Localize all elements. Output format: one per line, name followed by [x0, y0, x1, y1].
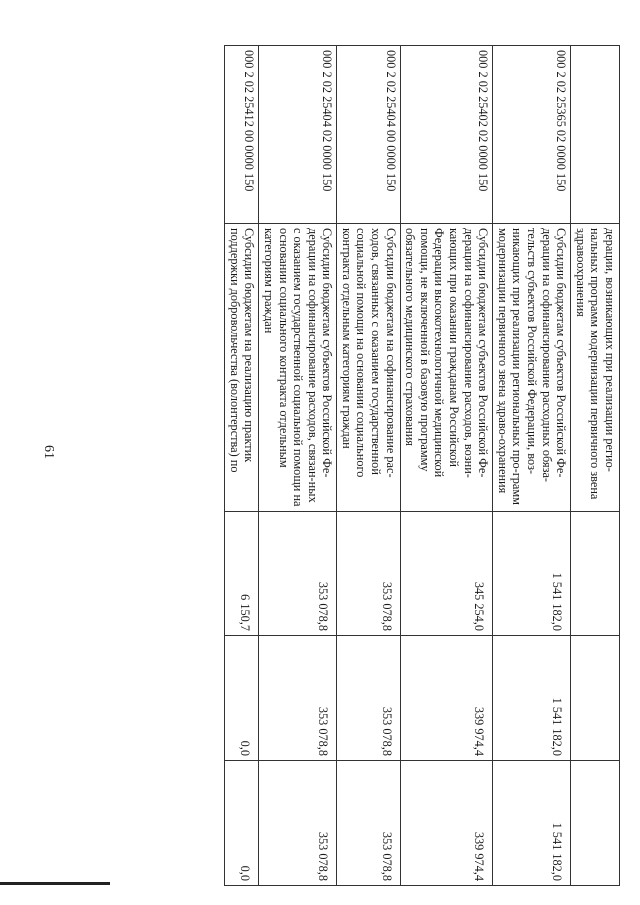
table-row [259, 46, 337, 886]
table-row [493, 46, 571, 886]
row-name: Субсидии бюджетам на реализацию практик поддержки добровольчества (волонтерства) по [225, 224, 259, 512]
row-value-3 [571, 761, 620, 886]
row-value-1: 1 541 182,0 [493, 512, 571, 636]
table-row [571, 46, 620, 886]
row-code: 000 2 02 25365 02 0000 150 [493, 46, 571, 224]
table-row [400, 46, 493, 886]
row-code: 000 2 02 25404 02 0000 150 [259, 46, 337, 224]
row-name: Субсидии бюджетам субъектов Российской Фе-дерации на софинансирование расходных обяза-тельств субъектов Российской Федерации, воз-никающих при реализации региональных про-грамм модернизации первичного звена здраво-охранения [493, 224, 571, 512]
budget-table [224, 45, 620, 886]
row-value-1: 353 078,8 [337, 512, 400, 636]
row-code: 000 2 02 25404 00 0000 150 [337, 46, 400, 224]
row-value-2 [571, 636, 620, 761]
row-code [571, 46, 620, 224]
table-row [337, 46, 400, 886]
row-code: 000 2 02 25402 02 0000 150 [400, 46, 493, 224]
row-value-3: 1 541 182,0 [493, 761, 571, 886]
row-value-3: 0,0 [225, 761, 259, 886]
row-name: дерации, возникающих при реализации регио-нальных программ модернизации первичного звена здравоохранения [571, 224, 620, 512]
row-name: Субсидии бюджетам субъектов Российской Фе-дерации на софинансирование расходов, связан-ных с оказанием государственной социальной помощи на основании социального контракта отдельным категориям граждан [259, 224, 337, 512]
row-name: Субсидии бюджетам субъектов Российской Фе-дерации на софинансирование расходов, возни-кающих при оказании гражданам Российской Федерации высокотехнологичной медицинской помощи, не включенной в базовую программу обязательного медицинского страхования [400, 224, 493, 512]
row-value-1: 345 254,0 [400, 512, 493, 636]
page-number: 61 [41, 445, 56, 459]
row-value-1: 353 078,8 [259, 512, 337, 636]
scan-edge-mark [0, 882, 110, 885]
row-name: Субсидии бюджетам на софинансирование рас-ходов, связанных с оказанием государственной социальной помощи на основании социального контракта отдельным категориям граждан [337, 224, 400, 512]
row-value-1: 6 150,7 [225, 512, 259, 636]
row-value-2: 1 541 182,0 [493, 636, 571, 761]
row-value-1 [571, 512, 620, 636]
row-value-3: 353 078,8 [259, 761, 337, 886]
row-value-3: 339 974,4 [400, 761, 493, 886]
row-value-3: 353 078,8 [337, 761, 400, 886]
row-code: 000 2 02 25412 00 0000 150 [225, 46, 259, 224]
row-value-2: 353 078,8 [259, 636, 337, 761]
row-value-2: 0,0 [225, 636, 259, 761]
row-value-2: 339 974,4 [400, 636, 493, 761]
budget-table-rotated [100, 45, 620, 885]
row-value-2: 353 078,8 [337, 636, 400, 761]
table-row [225, 46, 259, 886]
